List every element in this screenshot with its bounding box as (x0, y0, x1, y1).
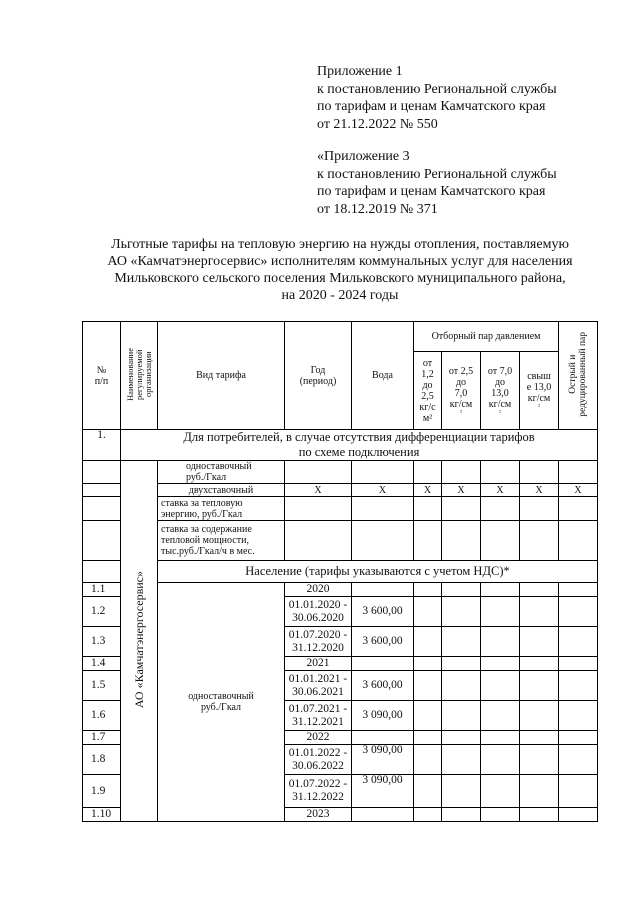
table-cell (481, 597, 520, 627)
table-cell (520, 461, 559, 484)
row-water: 3 090,00 (352, 701, 414, 731)
table-cell (414, 497, 442, 521)
mark-cell: Х (414, 484, 442, 497)
table-cell (285, 521, 352, 561)
appendix-1-line: к постановлению Региональной службы (317, 81, 557, 97)
table-cell (414, 521, 442, 561)
table-cell (520, 808, 559, 822)
row-water: 3 600,00 (352, 671, 414, 701)
row-period: 01.07.2020 - 31.12.2020 (285, 627, 352, 657)
table-cell (481, 657, 520, 671)
header-steam-3: от 7,0 до 13,0 кг/см ² (481, 352, 520, 430)
mark-cell: Х (481, 484, 520, 497)
header-steam-group: Отборный пар давлением (414, 322, 559, 352)
row-num: 1.10 (83, 808, 121, 822)
table-cell (481, 627, 520, 657)
row-water (352, 657, 414, 671)
table-cell (414, 775, 442, 808)
table-cell (414, 657, 442, 671)
table-cell (83, 561, 121, 583)
table-cell (442, 657, 481, 671)
table-cell (559, 808, 598, 822)
table-cell (520, 775, 559, 808)
appendix-3-line: «Приложение 3 (317, 149, 410, 164)
table-cell (520, 627, 559, 657)
population-label: Население (тарифы указываются с учетом НДС)* (158, 561, 598, 583)
row-num: 1.6 (83, 701, 121, 731)
table-cell (559, 597, 598, 627)
row-period: 01.01.2021 - 30.06.2021 (285, 671, 352, 701)
table-cell (559, 627, 598, 657)
table-cell (414, 745, 442, 775)
table-cell (481, 671, 520, 701)
table-cell (559, 497, 598, 521)
row-period: 2020 (285, 583, 352, 597)
table-row (83, 497, 598, 521)
appendix-3-line: к постановлению Региональной службы (317, 166, 557, 182)
row-water (352, 583, 414, 597)
table-cell (520, 671, 559, 701)
tariff-type-cell: одноставочный руб./Гкал (158, 461, 285, 484)
table-cell (442, 745, 481, 775)
table-cell (559, 775, 598, 808)
table-cell (481, 583, 520, 597)
group-tariff-cell: одноставочный руб./Гкал (158, 583, 285, 822)
row-water: 3 090,00 (352, 745, 414, 775)
table-cell (442, 497, 481, 521)
row-period: 2023 (285, 808, 352, 822)
table-cell (520, 731, 559, 745)
table-cell (559, 521, 598, 561)
section-title: Для потребителей, в случае отсутствия дифференциации тарифов по схеме подключения (121, 430, 598, 461)
table-row (83, 484, 598, 497)
table-cell (442, 583, 481, 597)
header-steam-1: от 1,2 до 2,5 кг/с м² (414, 352, 442, 430)
table-cell (414, 583, 442, 597)
table-cell (559, 657, 598, 671)
appendix-3-line: по тарифам и ценам Камчатского края (317, 184, 546, 199)
table-cell (83, 461, 121, 484)
row-num: 1.8 (83, 745, 121, 775)
table-cell (442, 521, 481, 561)
mark-cell: Х (352, 484, 414, 497)
appendix-3-block (317, 148, 557, 218)
table-cell (442, 597, 481, 627)
tariff-type-cell: ставка за тепловую энергию, руб./Гкал (158, 497, 285, 521)
row-water: 3 090,00 (352, 775, 414, 808)
row-water (352, 808, 414, 822)
tariff-table (82, 321, 598, 822)
document-title (60, 236, 620, 304)
row-num: 1.4 (83, 657, 121, 671)
table-cell (481, 461, 520, 484)
row-period: 01.01.2020 - 30.06.2020 (285, 597, 352, 627)
row-period: 2021 (285, 657, 352, 671)
table-row (83, 583, 598, 597)
title-line: Льготные тарифы на тепловую энергию на нужды отопления, поставляемую (111, 237, 569, 252)
table-cell (442, 808, 481, 822)
section-num: 1. (83, 430, 121, 461)
table-row (83, 461, 598, 484)
row-water: 3 600,00 (352, 597, 414, 627)
row-num: 1.2 (83, 597, 121, 627)
title-line: Мильковского сельского поселения Мильковского муниципального района, (114, 271, 566, 286)
row-period: 01.07.2022 - 31.12.2022 (285, 775, 352, 808)
table-cell (481, 775, 520, 808)
title-line: на 2020 - 2024 годы (281, 288, 399, 303)
table-cell (442, 671, 481, 701)
table-cell (414, 808, 442, 822)
appendix-1-line: по тарифам и ценам Камчатского края (317, 99, 546, 114)
tariff-type-cell: ставка за содержание тепловой мощности, тыс.руб./Гкал/ч в мес. (158, 521, 285, 561)
table-cell (352, 461, 414, 484)
table-row (83, 521, 598, 561)
table-cell (520, 745, 559, 775)
header-org: Наименование регулируемой организации (121, 322, 158, 430)
table-cell (481, 808, 520, 822)
table-cell (414, 731, 442, 745)
table-cell (520, 521, 559, 561)
section-row (83, 430, 598, 461)
org-name: АО «Камчатэнергосервис» (131, 570, 146, 709)
table-cell (559, 583, 598, 597)
row-num: 1.5 (83, 671, 121, 701)
table-cell (442, 701, 481, 731)
tariff-type-cell: двухставочный (158, 484, 285, 497)
table-cell (352, 497, 414, 521)
mark-cell: Х (442, 484, 481, 497)
header-period: Год (период) (285, 322, 352, 430)
appendix-1-block (317, 63, 557, 133)
org-name-cell (121, 461, 158, 822)
appendix-3-line: от 18.12.2019 № 371 (317, 201, 438, 217)
table-cell (559, 745, 598, 775)
table-cell (559, 731, 598, 745)
table-cell (481, 521, 520, 561)
table-cell (481, 745, 520, 775)
table-cell (442, 627, 481, 657)
header-steam-4: свыш е 13,0 кг/см ² (520, 352, 559, 430)
appendix-1-line: Приложение 1 (317, 64, 403, 79)
table-cell (520, 497, 559, 521)
row-num: 1.9 (83, 775, 121, 808)
table-cell (414, 461, 442, 484)
row-period: 01.07.2021 - 31.12.2021 (285, 701, 352, 731)
table-cell (520, 597, 559, 627)
table-cell (414, 671, 442, 701)
table-cell (520, 583, 559, 597)
table-cell (481, 497, 520, 521)
table-cell (520, 657, 559, 671)
table-cell (83, 497, 121, 521)
table-cell (442, 461, 481, 484)
row-period: 01.01.2022 - 30.06.2022 (285, 745, 352, 775)
row-num: 1.7 (83, 731, 121, 745)
table-cell (559, 701, 598, 731)
row-water: 3 600,00 (352, 627, 414, 657)
population-row (83, 561, 598, 583)
table-cell (559, 671, 598, 701)
table-cell (481, 701, 520, 731)
row-water (352, 731, 414, 745)
title-line: АО «Камчатэнергосервис» исполнителям коммунальных услуг для населения (107, 254, 573, 269)
header-tariff-type: Вид тарифа (158, 322, 285, 430)
table-cell (83, 521, 121, 561)
table-cell (285, 497, 352, 521)
header-num: № п/п (83, 322, 121, 430)
table-cell (559, 461, 598, 484)
header-row (83, 322, 598, 352)
table-cell (414, 627, 442, 657)
header-steam-2: от 2,5 до 7,0 кг/см ² (442, 352, 481, 430)
appendix-1-line: от 21.12.2022 № 550 (317, 116, 438, 132)
mark-cell: Х (520, 484, 559, 497)
row-num: 1.3 (83, 627, 121, 657)
table-cell (481, 731, 520, 745)
row-num: 1.1 (83, 583, 121, 597)
mark-cell: Х (559, 484, 598, 497)
table-cell (442, 775, 481, 808)
table-cell (442, 731, 481, 745)
table-cell (83, 484, 121, 497)
header-water: Вода (352, 322, 414, 430)
table-cell (414, 597, 442, 627)
table-cell (352, 521, 414, 561)
table-cell (285, 461, 352, 484)
header-sharp-steam: Острый и редуцированный пар (559, 322, 598, 430)
row-period: 2022 (285, 731, 352, 745)
table-cell (520, 701, 559, 731)
table-cell (414, 701, 442, 731)
mark-cell: Х (285, 484, 352, 497)
